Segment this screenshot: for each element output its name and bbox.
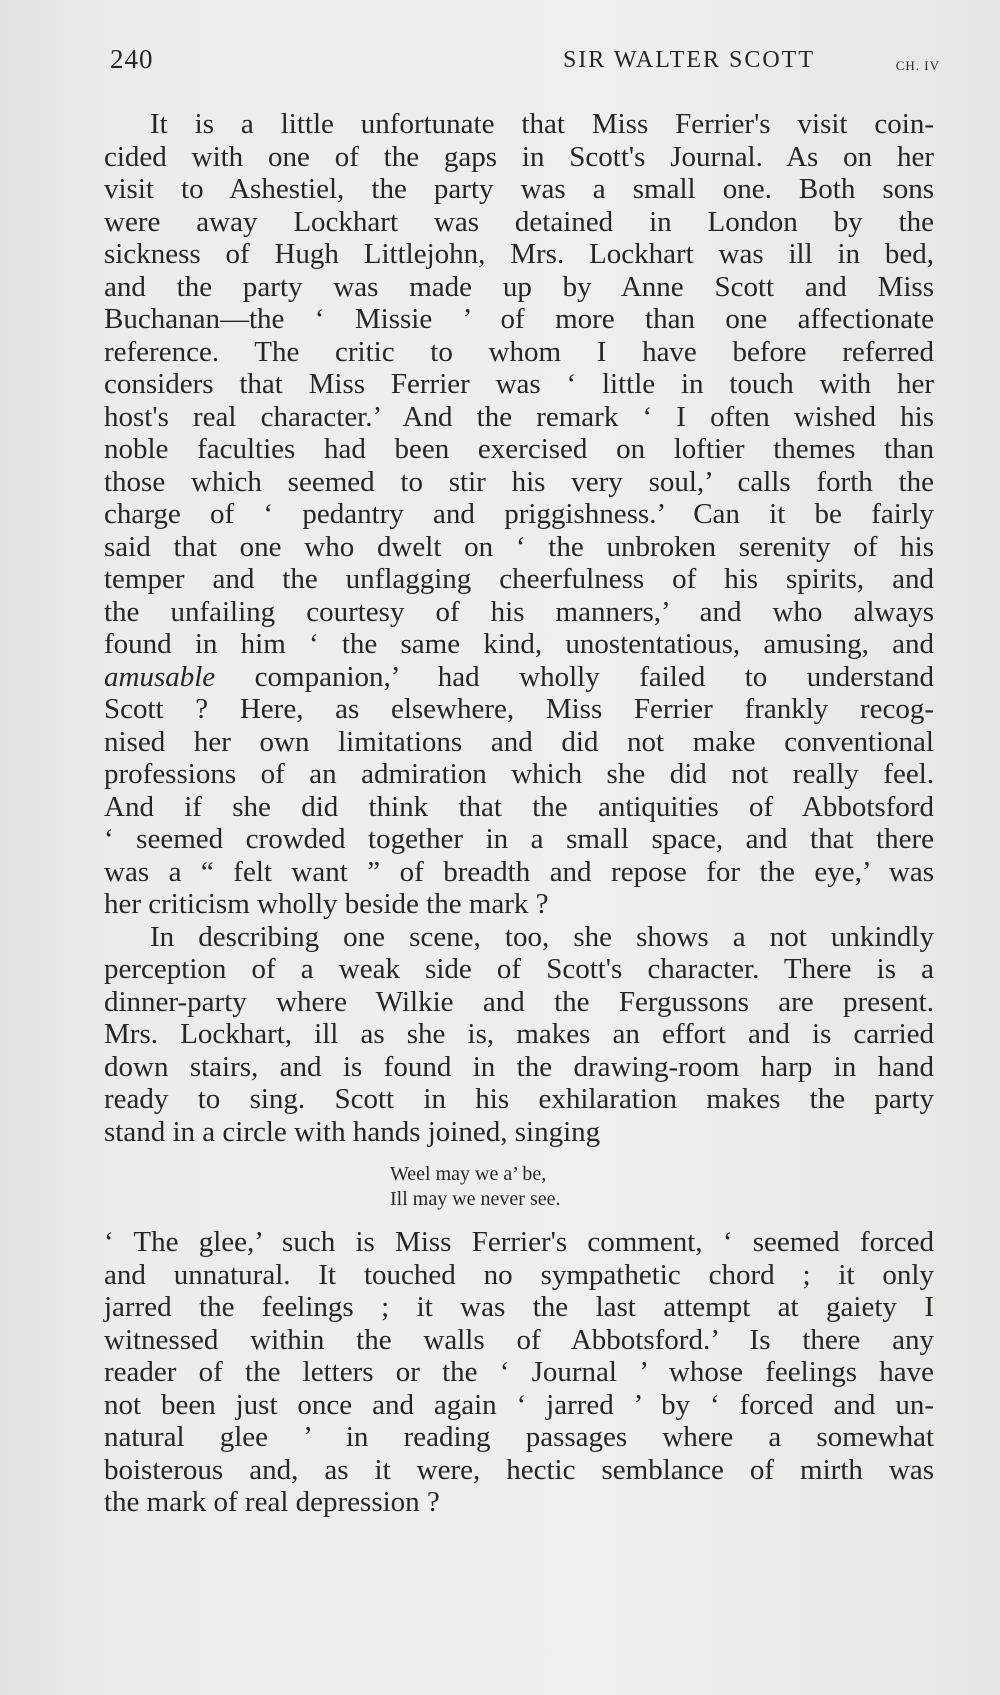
text-line: the unfailing courtesy of his manners,’ and who always: [104, 595, 934, 628]
text-line: reference. The critic to whom I have before referred: [104, 335, 934, 368]
text-line: ready to sing. Scott in his exhilaration makes the party: [104, 1083, 934, 1115]
text-line: visit to Ashestiel, the party was a small one. Both sons: [104, 173, 934, 205]
text-line: natural glee ’ in reading passages where a somewhat: [104, 1421, 934, 1453]
text-line: was a “ felt want ” of breadth and repose for the eye,’ was: [104, 855, 934, 888]
running-title-text: SIR WALTER SCOTT: [562, 47, 815, 73]
text-line: stand in a circle with hands joined, singing: [104, 1115, 601, 1148]
text-line: down stairs, and is found in the drawing-room harp in hand: [104, 1050, 934, 1083]
text-line: Mrs. Lockhart, ill as she is, makes an effort and is carried: [104, 1018, 934, 1050]
body-text: [104, 108, 934, 1519]
chapter-reference: CH. IV: [895, 58, 940, 73]
text-line: professions of an admiration which she did not really feel.: [104, 758, 934, 790]
verse-line: Ill may we never see.: [390, 1188, 561, 1210]
text-line: Buchanan—the ‘ Missie ’ of more than one affectionate: [104, 303, 934, 335]
verse-quotation: [390, 1162, 934, 1212]
text-line: found in him ‘ the same kind, unostentatious, amusing, and: [104, 628, 934, 660]
text-line: perception of a weak side of Scott's character. There is a: [104, 953, 934, 985]
paragraph-3: [104, 1226, 934, 1519]
text-line: considers that Miss Ferrier was ‘ little in touch with her: [104, 368, 934, 400]
text-line-with-italic: [104, 661, 934, 694]
text-line: nised her own limitations and did not make conventional: [104, 725, 934, 758]
text-line: said that one who dwelt on ‘ the unbroken serenity of his: [104, 530, 934, 563]
text-line: were away Lockhart was detained in London by the: [104, 205, 934, 238]
text-line: cided with one of the gaps in Scott's Journal. As on her: [104, 140, 934, 173]
text-line: her criticism wholly beside the mark ?: [104, 888, 549, 920]
page-number: 240: [110, 44, 154, 74]
text-line: sickness of Hugh Littlejohn, Mrs. Lockhart was ill in bed,: [104, 238, 934, 270]
text-line: noble faculties had been exercised on loftier themes than: [104, 433, 934, 465]
text-line: And if she did think that the antiquities of Abbotsford: [104, 790, 934, 823]
text-line: ‘ seemed crowded together in a small space, and that there: [104, 823, 934, 855]
text-line: temper and the unflagging cheerfulness of his spirits, and: [104, 563, 934, 595]
text-line: boisterous and, as it were, hectic semblance of mirth was: [104, 1453, 934, 1486]
text-line: and unnatural. It touched no sympathetic chord ; it only: [104, 1258, 934, 1291]
text-line: witnessed within the walls of Abbotsford.’ Is there any: [104, 1323, 934, 1356]
text-line: charge of ‘ pedantry and priggishness.’ Can it be fairly: [104, 498, 934, 530]
text-line: not been just once and again ‘ jarred ’ by ‘ forced and un-: [104, 1388, 934, 1421]
text-line: those which seemed to stir his very soul,’ calls forth the: [104, 465, 934, 498]
text-line: It is a little unfortunate that Miss Ferrier's visit coin-: [150, 108, 934, 140]
text-line: and the party was made up by Anne Scott and Miss: [104, 270, 934, 303]
text-line: Scott ? Here, as elsewhere, Miss Ferrier frankly recog-: [104, 693, 934, 725]
text-line: dinner-party where Wilkie and the Fergussons are present.: [104, 985, 934, 1018]
paragraph-2: [104, 921, 934, 1149]
text-line: In describing one scene, too, she shows a not unkindly: [150, 920, 934, 953]
text-line: the mark of real depression ?: [104, 1486, 440, 1518]
text-line: reader of the letters or the ‘ Journal ’ whose feelings have: [104, 1356, 934, 1388]
text-line: host's real character.’ And the remark ‘ I often wished his: [104, 400, 934, 433]
paragraph-1: [104, 108, 934, 921]
italic-word: amusable: [104, 660, 216, 693]
running-head: [110, 44, 940, 84]
running-title: [110, 47, 815, 74]
text-line: ‘ The glee,’ such is Miss Ferrier's comment, ‘ seemed forced: [104, 1226, 934, 1258]
text-line: jarred the feelings ; it was the last attempt at gaiety I: [104, 1291, 934, 1323]
verse-line: Weel may we a’ be,: [390, 1163, 547, 1185]
text-line-rest: companion,’ had wholly failed to understand: [215, 660, 934, 693]
